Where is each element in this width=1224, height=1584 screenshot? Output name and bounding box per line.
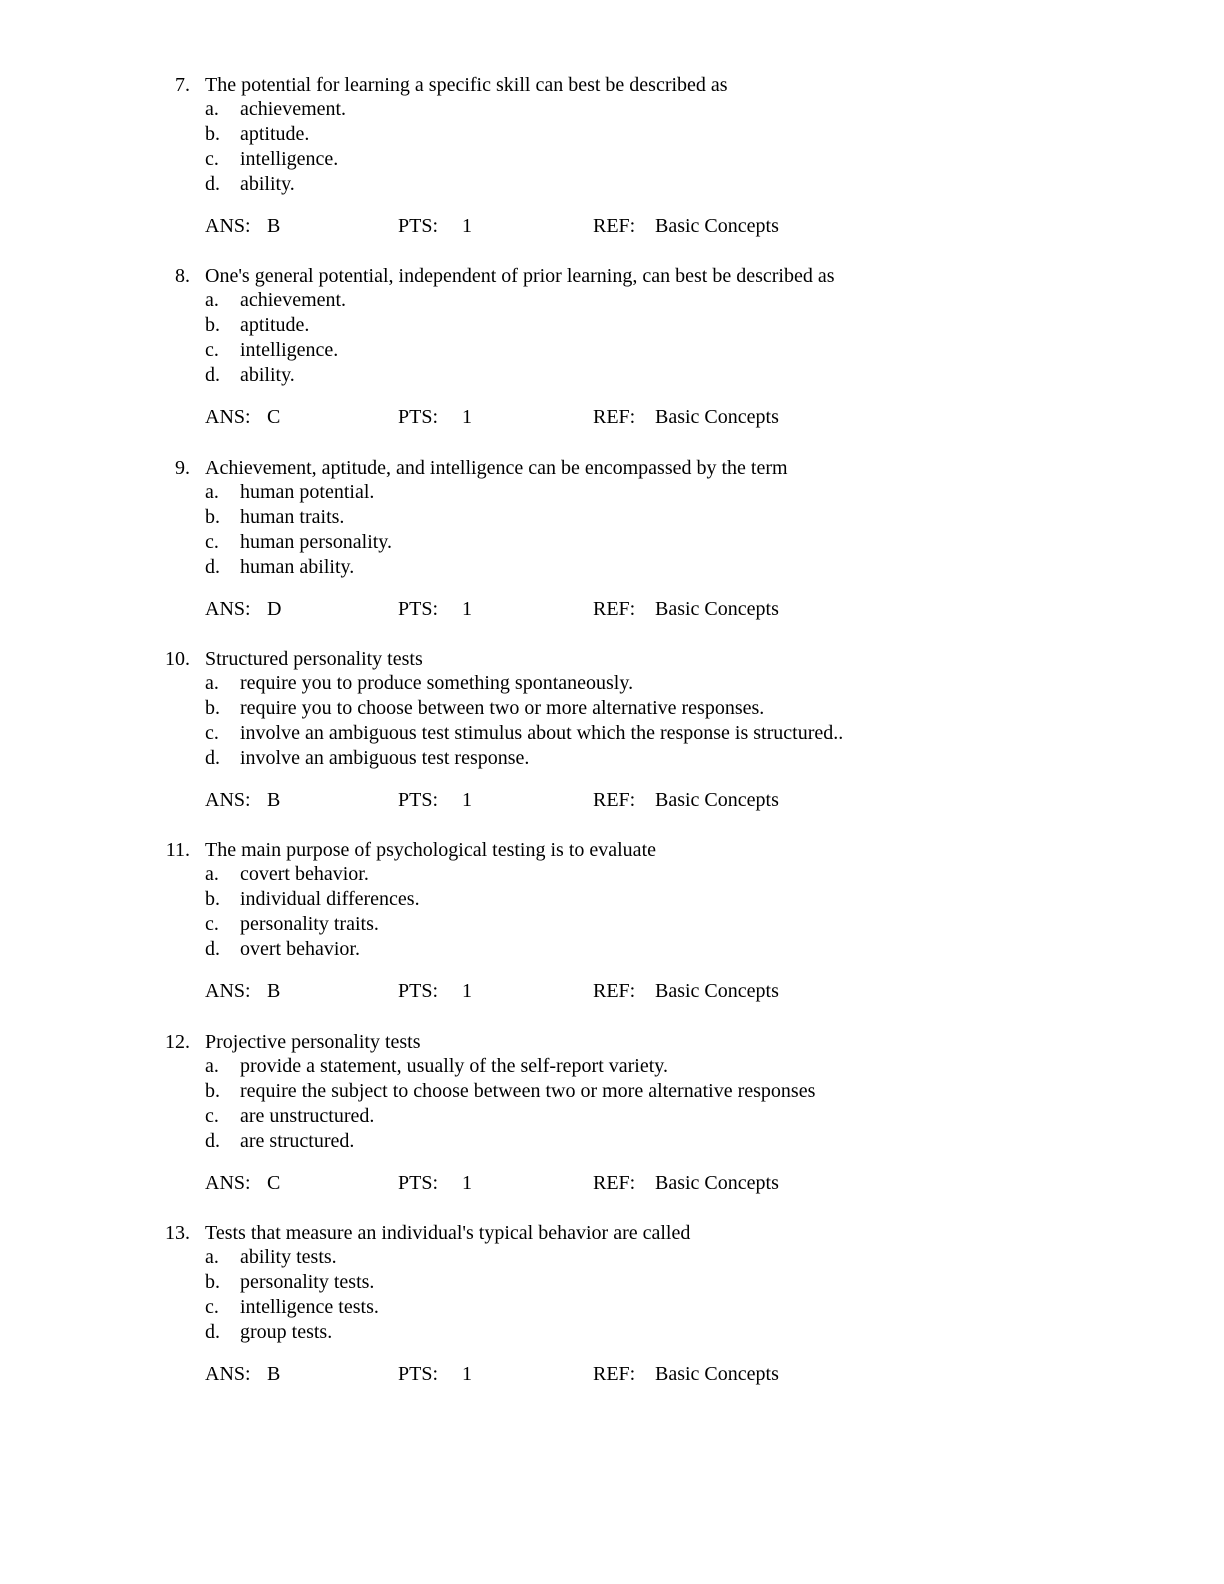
reference-value: Basic Concepts <box>655 1363 779 1385</box>
answer-value: B <box>267 215 281 237</box>
answer-value: C <box>267 406 281 428</box>
option-letter: b. <box>205 314 220 336</box>
option-letter: a. <box>205 1055 219 1077</box>
option-letter: b. <box>205 697 220 719</box>
option-letter: d. <box>205 1321 220 1343</box>
reference-value: Basic Concepts <box>655 789 779 811</box>
option-text: aptitude. <box>240 123 310 145</box>
reference-value: Basic Concepts <box>655 215 779 237</box>
question-number: 11. <box>165 839 190 861</box>
option-letter: a. <box>205 289 219 311</box>
question-number: 9. <box>175 457 190 479</box>
points-label: PTS: <box>398 980 439 1002</box>
option-text: human traits. <box>240 506 345 528</box>
question-number: 8. <box>175 265 190 287</box>
answer-label: ANS: <box>205 980 251 1002</box>
option-letter: c. <box>205 148 219 170</box>
reference-value: Basic Concepts <box>655 598 779 620</box>
option-text: group tests. <box>240 1321 333 1343</box>
reference-label: REF: <box>593 1172 636 1194</box>
answer-label: ANS: <box>205 406 251 428</box>
option-text: require you to choose between two or more alternative responses. <box>240 697 765 719</box>
option-letter: c. <box>205 1105 219 1127</box>
option-letter: d. <box>205 173 220 195</box>
question-text: The potential for learning a specific skill can best be described as <box>205 74 728 96</box>
option-letter: d. <box>205 364 220 386</box>
question-text: Structured personality tests <box>205 648 423 670</box>
option-text: require you to produce something spontaneously. <box>240 672 634 694</box>
option-text: human personality. <box>240 531 393 553</box>
option-letter: a. <box>205 1246 219 1268</box>
question-text: Achievement, aptitude, and intelligence can be encompassed by the term <box>205 457 788 479</box>
answer-label: ANS: <box>205 1363 251 1385</box>
option-text: involve an ambiguous test response. <box>240 747 530 769</box>
option-text: human ability. <box>240 556 355 578</box>
reference-value: Basic Concepts <box>655 980 779 1002</box>
points-label: PTS: <box>398 1172 439 1194</box>
option-letter: a. <box>205 481 219 503</box>
option-text: aptitude. <box>240 314 310 336</box>
option-text: ability. <box>240 364 295 386</box>
option-text: provide a statement, usually of the self-report variety. <box>240 1055 668 1077</box>
answer-label: ANS: <box>205 789 251 811</box>
option-text: overt behavior. <box>240 938 360 960</box>
answer-value: D <box>267 598 282 620</box>
answer-value: C <box>267 1172 281 1194</box>
option-letter: c. <box>205 1296 219 1318</box>
option-text: ability. <box>240 173 295 195</box>
option-letter: c. <box>205 531 219 553</box>
option-letter: b. <box>205 888 220 910</box>
question-text: One's general potential, independent of prior learning, can best be described as <box>205 265 835 287</box>
points-label: PTS: <box>398 1363 439 1385</box>
points-value: 1 <box>462 1172 472 1194</box>
question-number: 13. <box>165 1222 190 1244</box>
question-text: Projective personality tests <box>205 1031 421 1053</box>
option-text: personality traits. <box>240 913 379 935</box>
reference-value: Basic Concepts <box>655 406 779 428</box>
answer-value: B <box>267 1363 281 1385</box>
option-text: human potential. <box>240 481 375 503</box>
answer-value: B <box>267 980 281 1002</box>
option-letter: b. <box>205 1080 220 1102</box>
points-label: PTS: <box>398 406 439 428</box>
option-text: intelligence. <box>240 339 339 361</box>
option-letter: d. <box>205 938 220 960</box>
question-number: 7. <box>175 74 190 96</box>
reference-label: REF: <box>593 215 636 237</box>
option-text: require the subject to choose between two or more alternative responses <box>240 1080 816 1102</box>
question-text: Tests that measure an individual's typical behavior are called <box>205 1222 691 1244</box>
option-text: achievement. <box>240 98 347 120</box>
answer-label: ANS: <box>205 598 251 620</box>
option-letter: a. <box>205 863 219 885</box>
option-letter: d. <box>205 556 220 578</box>
answer-value: B <box>267 789 281 811</box>
option-text: intelligence tests. <box>240 1296 379 1318</box>
option-text: intelligence. <box>240 148 339 170</box>
option-letter: b. <box>205 1271 220 1293</box>
option-text: ability tests. <box>240 1246 337 1268</box>
option-text: covert behavior. <box>240 863 369 885</box>
points-value: 1 <box>462 1363 472 1385</box>
option-letter: d. <box>205 1130 220 1152</box>
option-text: involve an ambiguous test stimulus about which the response is structured.. <box>240 722 844 744</box>
option-letter: b. <box>205 123 220 145</box>
reference-label: REF: <box>593 1363 636 1385</box>
points-value: 1 <box>462 980 472 1002</box>
answer-label: ANS: <box>205 1172 251 1194</box>
reference-label: REF: <box>593 598 636 620</box>
option-letter: d. <box>205 747 220 769</box>
points-value: 1 <box>462 215 472 237</box>
points-value: 1 <box>462 789 472 811</box>
option-letter: b. <box>205 506 220 528</box>
option-text: personality tests. <box>240 1271 375 1293</box>
answer-label: ANS: <box>205 215 251 237</box>
reference-value: Basic Concepts <box>655 1172 779 1194</box>
option-letter: c. <box>205 722 219 744</box>
option-letter: c. <box>205 913 219 935</box>
option-letter: a. <box>205 98 219 120</box>
reference-label: REF: <box>593 406 636 428</box>
points-value: 1 <box>462 598 472 620</box>
reference-label: REF: <box>593 980 636 1002</box>
option-text: are structured. <box>240 1130 355 1152</box>
points-value: 1 <box>462 406 472 428</box>
option-text: achievement. <box>240 289 347 311</box>
question-number: 12. <box>165 1031 190 1053</box>
question-number: 10. <box>165 648 190 670</box>
points-label: PTS: <box>398 215 439 237</box>
question-text: The main purpose of psychological testing is to evaluate <box>205 839 656 861</box>
option-letter: c. <box>205 339 219 361</box>
option-letter: a. <box>205 672 219 694</box>
option-text: are unstructured. <box>240 1105 375 1127</box>
points-label: PTS: <box>398 789 439 811</box>
option-text: individual differences. <box>240 888 420 910</box>
reference-label: REF: <box>593 789 636 811</box>
points-label: PTS: <box>398 598 439 620</box>
